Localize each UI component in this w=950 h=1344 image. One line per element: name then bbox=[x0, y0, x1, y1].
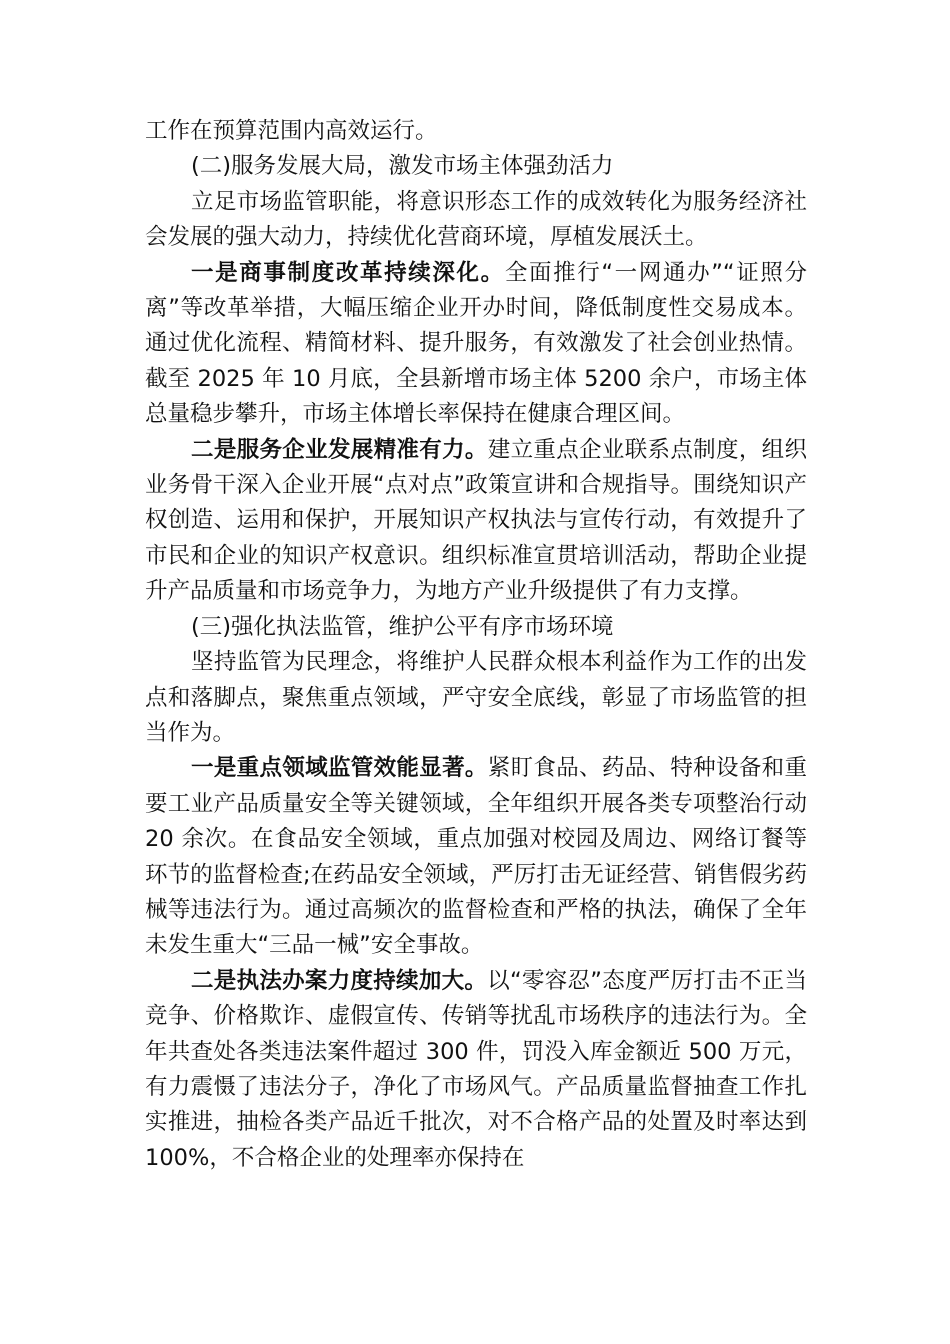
section-heading-3 bbox=[145, 610, 807, 645]
section-heading-2 bbox=[145, 149, 807, 184]
heading-text: (二)服务发展大局，激发市场主体强劲活力 bbox=[191, 153, 614, 180]
paragraph-text: 立足市场监管职能，将意识形态工作的成效转化为服务经济社会发展的强大动力，持续优化营商环境，厚植发展沃土。 bbox=[145, 188, 807, 251]
document-body bbox=[145, 114, 807, 1176]
point-lead-bold: 一是商事制度改革持续深化。 bbox=[191, 259, 505, 286]
paragraph-point-key-supervision bbox=[145, 751, 807, 963]
paragraph-text: 以“零容忍”态度严厉打击不正当竞争、价格欺诈、虚假宣传、传销等扰乱市场秩序的违法行为。全年共查处各类违法案件超过 300 件，罚没入库金额近 500 万元，有力震慑了违法分子，净化了市场风气。产品质量监督抽查工作扎实推进，抽检各类产品近千批次，对不合格产品的处置及时率达到 100%，不合格企业的处理率亦保持在 bbox=[145, 967, 807, 1171]
point-lead-bold: 二是执法办案力度持续加大。 bbox=[191, 967, 488, 994]
paragraph-intro-2 bbox=[145, 185, 807, 256]
heading-text: (三)强化执法监管，维护公平有序市场环境 bbox=[191, 613, 614, 640]
point-lead-bold: 二是服务企业发展精准有力。 bbox=[191, 436, 488, 463]
paragraph-continuation bbox=[145, 114, 807, 149]
paragraph-text: 全面推行“一网通办”“证照分离”等改革举措，大幅压缩企业开办时间，降低制度性交易成本。通过优化流程、精简材料、提升服务，有效激发了社会创业热情。截至 2025 年 10 月底，全县新增市场主体 5200 余户，市场主体总量稳步攀升，市场主体增长率保持在健康合理区间。 bbox=[145, 259, 807, 428]
point-lead-bold: 一是重点领域监管效能显著。 bbox=[191, 755, 488, 782]
paragraph-text: 坚持监管为民理念，将维护人民群众根本利益作为工作的出发点和落脚点，聚焦重点领域，严守安全底线，彰显了市场监管的担当作为。 bbox=[145, 649, 807, 746]
paragraph-text: 紧盯食品、药品、特种设备和重要工业产品质量安全等关键领域，全年组织开展各类专项整治行动 20 余次。在食品安全领域，重点加强对校园及周边、网络订餐等环节的监督检查;在药品安全领域，严厉打击无证经营、销售假劣药械等违法行为。通过高频次的监督检查和严格的执法，确保了全年未发生重大“三品一械”安全事故。 bbox=[145, 755, 807, 959]
paragraph-text: 工作在预算范围内高效运行。 bbox=[145, 118, 438, 144]
paragraph-point-business-reform bbox=[145, 256, 807, 433]
paragraph-point-law-enforcement bbox=[145, 964, 807, 1176]
paragraph-text: 建立重点企业联系点制度，组织业务骨干深入企业开展“点对点”政策宣讲和合规指导。围绕知识产权创造、运用和保护，开展知识产权执法与宣传行动，有效提升了市民和企业的知识产权意识。组织标准宣贯培训活动，帮助企业提升产品质量和市场竞争力，为地方产业升级提供了有力支撑。 bbox=[145, 436, 807, 605]
paragraph-intro-3 bbox=[145, 645, 807, 751]
paragraph-point-enterprise-service bbox=[145, 433, 807, 610]
